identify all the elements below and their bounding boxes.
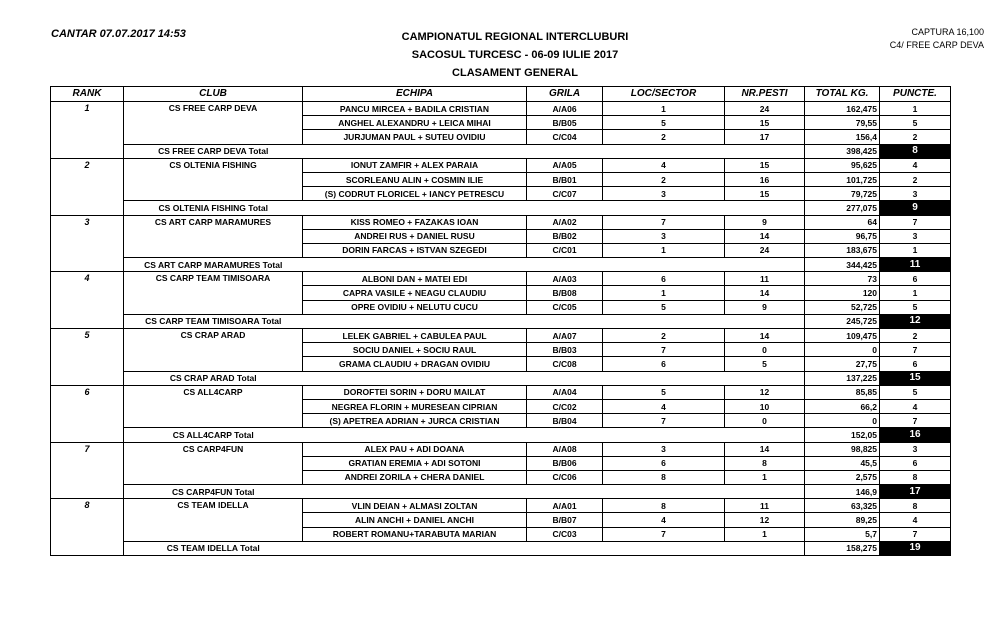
club-total-label: CS CRAP ARAD Total [124, 371, 303, 385]
grid-code: C/C06 [527, 470, 603, 484]
grid-code: B/B03 [527, 343, 603, 357]
points: 5 [880, 385, 951, 399]
club-total-label: CS ALL4CARP Total [124, 428, 303, 442]
grid-code: A/A03 [527, 272, 603, 286]
sector-place: 3 [603, 187, 725, 201]
total-kg: 101,725 [805, 172, 880, 186]
fish-count: 15 [725, 187, 805, 201]
points: 6 [880, 272, 951, 286]
team-name: ANDREI ZORILA + CHERA DANIEL [303, 470, 527, 484]
team-name: LELEK GABRIEL + CABULEA PAUL [303, 329, 527, 343]
club-total-row [51, 428, 951, 442]
club-total-points: 9 [880, 201, 951, 215]
club-name: CS OLTENIA FISHING [124, 158, 303, 201]
sector-place: 6 [603, 272, 725, 286]
club-total-kg: 245,725 [805, 314, 880, 328]
col-header-puncte: PUNCTE. [880, 87, 951, 102]
rank-cell: 5 [51, 329, 124, 386]
sector-place: 2 [603, 329, 725, 343]
grid-code: A/A02 [527, 215, 603, 229]
total-kg: 64 [805, 215, 880, 229]
team-name: (S) CODRUT FLORICEL + IANCY PETRESCU [303, 187, 527, 201]
club-total-row [51, 371, 951, 385]
team-name: DORIN FARCAS + ISTVAN SZEGEDI [303, 243, 527, 257]
total-blank-cell [303, 201, 805, 215]
points: 3 [880, 442, 951, 456]
points: 5 [880, 116, 951, 130]
team-name: ALEX PAU + ADI DOANA [303, 442, 527, 456]
club-name: CS CRAP ARAD [124, 329, 303, 372]
fish-count: 12 [725, 385, 805, 399]
table-row [51, 329, 951, 343]
sector-place: 2 [603, 130, 725, 144]
fish-count: 11 [725, 272, 805, 286]
total-kg: 27,75 [805, 357, 880, 371]
fish-count: 12 [725, 513, 805, 527]
rank-cell: 3 [51, 215, 124, 272]
team-name: ANGHEL ALEXANDRU + LEICA MIHAI [303, 116, 527, 130]
title-line-1: CAMPIONATUL REGIONAL INTERCLUBURI [401, 31, 629, 43]
points: 2 [880, 329, 951, 343]
rank-cell: 7 [51, 442, 124, 499]
sector-place: 8 [603, 470, 725, 484]
points: 1 [880, 243, 951, 257]
fish-count: 24 [725, 102, 805, 116]
total-kg: 52,725 [805, 300, 880, 314]
club-total-label: CS CARP TEAM TIMISOARA Total [124, 314, 303, 328]
grid-code: C/C05 [527, 300, 603, 314]
team-name: SOCIU DANIEL + SOCIU RAUL [303, 343, 527, 357]
total-kg: 0 [805, 343, 880, 357]
club-total-row [51, 201, 951, 215]
club-name: CS TEAM IDELLA [124, 499, 303, 542]
team-name: SCORLEANU ALIN + COSMIN ILIE [303, 172, 527, 186]
points: 7 [880, 215, 951, 229]
capture-line-1: CAPTURA 16,100 [911, 27, 984, 37]
total-kg: 5,7 [805, 527, 880, 541]
title-line-3: CLASAMENT GENERAL [452, 67, 578, 79]
total-blank-cell [303, 314, 805, 328]
points: 8 [880, 470, 951, 484]
fish-count: 14 [725, 286, 805, 300]
sector-place: 1 [603, 102, 725, 116]
total-kg: 162,475 [805, 102, 880, 116]
sector-place: 5 [603, 116, 725, 130]
fish-count: 0 [725, 343, 805, 357]
table-row [51, 272, 951, 286]
total-kg: 73 [805, 272, 880, 286]
total-blank-cell [303, 428, 805, 442]
club-total-label: CS TEAM IDELLA Total [124, 541, 303, 555]
table-row [51, 499, 951, 513]
grid-code: B/B04 [527, 414, 603, 428]
grid-code: C/C02 [527, 399, 603, 413]
col-header-rank: RANK [51, 87, 124, 102]
col-header-club: CLUB [124, 87, 303, 102]
club-total-row [51, 541, 951, 555]
sector-place: 1 [603, 286, 725, 300]
fish-count: 15 [725, 158, 805, 172]
club-name: CS CARP4FUN [124, 442, 303, 485]
fish-count: 24 [725, 243, 805, 257]
grid-code: C/C03 [527, 527, 603, 541]
weigh-timestamp: CANTAR 07.07.2017 14:53 [51, 28, 186, 40]
grid-code: A/A05 [527, 158, 603, 172]
club-total-row [51, 314, 951, 328]
sector-place: 1 [603, 243, 725, 257]
club-total-points: 12 [880, 314, 951, 328]
team-name: ALBONI DAN + MATEI EDI [303, 272, 527, 286]
rank-cell: 2 [51, 158, 124, 215]
grid-code: A/A07 [527, 329, 603, 343]
total-kg: 0 [805, 414, 880, 428]
sector-place: 3 [603, 229, 725, 243]
total-blank-cell [303, 485, 805, 499]
capture-line-2: C4/ FREE CARP DEVA [889, 40, 984, 50]
grid-code: A/A01 [527, 499, 603, 513]
total-blank-cell [303, 258, 805, 272]
rank-cell: 4 [51, 272, 124, 329]
team-name: DOROFTEI SORIN + DORU MAILAT [303, 385, 527, 399]
grid-code: B/B07 [527, 513, 603, 527]
sector-place: 7 [603, 527, 725, 541]
team-name: VLIN DEIAN + ALMASI ZOLTAN [303, 499, 527, 513]
club-name: CS FREE CARP DEVA [124, 102, 303, 145]
sector-place: 3 [603, 442, 725, 456]
fish-count: 5 [725, 357, 805, 371]
club-total-kg: 277,075 [805, 201, 880, 215]
fish-count: 9 [725, 215, 805, 229]
club-total-points: 17 [880, 485, 951, 499]
club-total-points: 16 [880, 428, 951, 442]
points: 5 [880, 300, 951, 314]
fish-count: 15 [725, 116, 805, 130]
capture-info [890, 26, 984, 52]
team-name: GRAMA CLAUDIU + DRAGAN OVIDIU [303, 357, 527, 371]
sector-place: 4 [603, 158, 725, 172]
club-total-row [51, 144, 951, 158]
team-name: (S) APETREA ADRIAN + JURCA CRISTIAN [303, 414, 527, 428]
col-header-total-kg: TOTAL KG. [805, 87, 880, 102]
club-total-kg: 398,425 [805, 144, 880, 158]
team-name: GRATIAN EREMIA + ADI SOTONI [303, 456, 527, 470]
team-name: IONUT ZAMFIR + ALEX PARAIA [303, 158, 527, 172]
points: 4 [880, 399, 951, 413]
points: 3 [880, 187, 951, 201]
points: 4 [880, 513, 951, 527]
total-kg: 120 [805, 286, 880, 300]
total-kg: 79,55 [805, 116, 880, 130]
club-total-label: CS FREE CARP DEVA Total [124, 144, 303, 158]
col-header-nr-pesti: NR.PESTI [725, 87, 805, 102]
club-total-label: CS ART CARP MARAMURES Total [124, 258, 303, 272]
sector-place: 4 [603, 513, 725, 527]
total-blank-cell [303, 371, 805, 385]
fish-count: 14 [725, 229, 805, 243]
fish-count: 9 [725, 300, 805, 314]
club-total-points: 11 [880, 258, 951, 272]
points: 6 [880, 357, 951, 371]
grid-code: C/C04 [527, 130, 603, 144]
total-kg: 79,725 [805, 187, 880, 201]
grid-code: A/A06 [527, 102, 603, 116]
table-header-row [51, 87, 951, 102]
total-kg: 45,5 [805, 456, 880, 470]
title-line-2: SACOSUL TURCESC - 06-09 IULIE 2017 [411, 49, 619, 61]
club-total-row [51, 485, 951, 499]
club-total-kg: 137,225 [805, 371, 880, 385]
club-total-row [51, 258, 951, 272]
total-kg: 85,85 [805, 385, 880, 399]
standings-body [51, 102, 951, 556]
club-total-points: 19 [880, 541, 951, 555]
col-header-grila: GRILA [527, 87, 603, 102]
sector-place: 7 [603, 414, 725, 428]
grid-code: B/B08 [527, 286, 603, 300]
fish-count: 14 [725, 442, 805, 456]
club-total-kg: 158,275 [805, 541, 880, 555]
sector-place: 7 [603, 215, 725, 229]
points: 6 [880, 456, 951, 470]
sector-place: 6 [603, 456, 725, 470]
sector-place: 2 [603, 172, 725, 186]
grid-code: B/B02 [527, 229, 603, 243]
club-total-kg: 152,05 [805, 428, 880, 442]
club-total-kg: 146,9 [805, 485, 880, 499]
club-total-points: 8 [880, 144, 951, 158]
grid-code: A/A08 [527, 442, 603, 456]
total-kg: 2,575 [805, 470, 880, 484]
fish-count: 11 [725, 499, 805, 513]
points: 7 [880, 414, 951, 428]
points: 1 [880, 102, 951, 116]
sector-place: 5 [603, 385, 725, 399]
points: 8 [880, 499, 951, 513]
sector-place: 5 [603, 300, 725, 314]
fish-count: 14 [725, 329, 805, 343]
team-name: JURJUMAN PAUL + SUTEU OVIDIU [303, 130, 527, 144]
club-name: CS ALL4CARP [124, 385, 303, 428]
total-kg: 66,2 [805, 399, 880, 413]
sector-place: 4 [603, 399, 725, 413]
total-kg: 98,825 [805, 442, 880, 456]
grid-code: B/B01 [527, 172, 603, 186]
grid-code: A/A04 [527, 385, 603, 399]
total-blank-cell [303, 144, 805, 158]
team-name: PANCU MIRCEA + BADILA CRISTIAN [303, 102, 527, 116]
table-row [51, 442, 951, 456]
fish-count: 10 [725, 399, 805, 413]
sector-place: 6 [603, 357, 725, 371]
total-blank-cell [303, 541, 805, 555]
grid-code: C/C08 [527, 357, 603, 371]
total-kg: 183,675 [805, 243, 880, 257]
fish-count: 1 [725, 527, 805, 541]
club-name: CS ART CARP MARAMURES [124, 215, 303, 258]
grid-code: B/B05 [527, 116, 603, 130]
total-kg: 96,75 [805, 229, 880, 243]
rank-cell: 8 [51, 499, 124, 556]
table-row [51, 158, 951, 172]
sector-place: 8 [603, 499, 725, 513]
table-row [51, 215, 951, 229]
total-kg: 89,25 [805, 513, 880, 527]
points: 4 [880, 158, 951, 172]
total-kg: 156,4 [805, 130, 880, 144]
club-name: CS CARP TEAM TIMISOARA [124, 272, 303, 315]
team-name: ANDREI RUS + DANIEL RUSU [303, 229, 527, 243]
club-total-kg: 344,425 [805, 258, 880, 272]
club-total-points: 15 [880, 371, 951, 385]
grid-code: C/C07 [527, 187, 603, 201]
table-row [51, 385, 951, 399]
team-name: CAPRA VASILE + NEAGU CLAUDIU [303, 286, 527, 300]
points: 3 [880, 229, 951, 243]
points: 7 [880, 343, 951, 357]
col-header-loc-sector: LOC/SECTOR [603, 87, 725, 102]
rank-cell: 1 [51, 102, 124, 159]
team-name: NEGREA FLORIN + MURESEAN CIPRIAN [303, 399, 527, 413]
fish-count: 1 [725, 470, 805, 484]
grid-code: B/B06 [527, 456, 603, 470]
team-name: ALIN ANCHI + DANIEL ANCHI [303, 513, 527, 527]
club-total-label: CS OLTENIA FISHING Total [124, 201, 303, 215]
table-row [51, 102, 951, 116]
points: 2 [880, 130, 951, 144]
fish-count: 16 [725, 172, 805, 186]
rank-cell: 6 [51, 385, 124, 442]
total-kg: 109,475 [805, 329, 880, 343]
standings-table [50, 86, 951, 556]
team-name: OPRE OVIDIU + NELUTU CUCU [303, 300, 527, 314]
points: 1 [880, 286, 951, 300]
total-kg: 95,625 [805, 158, 880, 172]
points: 2 [880, 172, 951, 186]
fish-count: 17 [725, 130, 805, 144]
team-name: KISS ROMEO + FAZAKAS IOAN [303, 215, 527, 229]
total-kg: 63,325 [805, 499, 880, 513]
fish-count: 8 [725, 456, 805, 470]
fish-count: 0 [725, 414, 805, 428]
points: 7 [880, 527, 951, 541]
document-title-block [330, 28, 700, 82]
grid-code: C/C01 [527, 243, 603, 257]
sector-place: 7 [603, 343, 725, 357]
club-total-label: CS CARP4FUN Total [124, 485, 303, 499]
col-header-echipa: ECHIPA [303, 87, 527, 102]
team-name: ROBERT ROMANU+TARABUTA MARIAN [303, 527, 527, 541]
